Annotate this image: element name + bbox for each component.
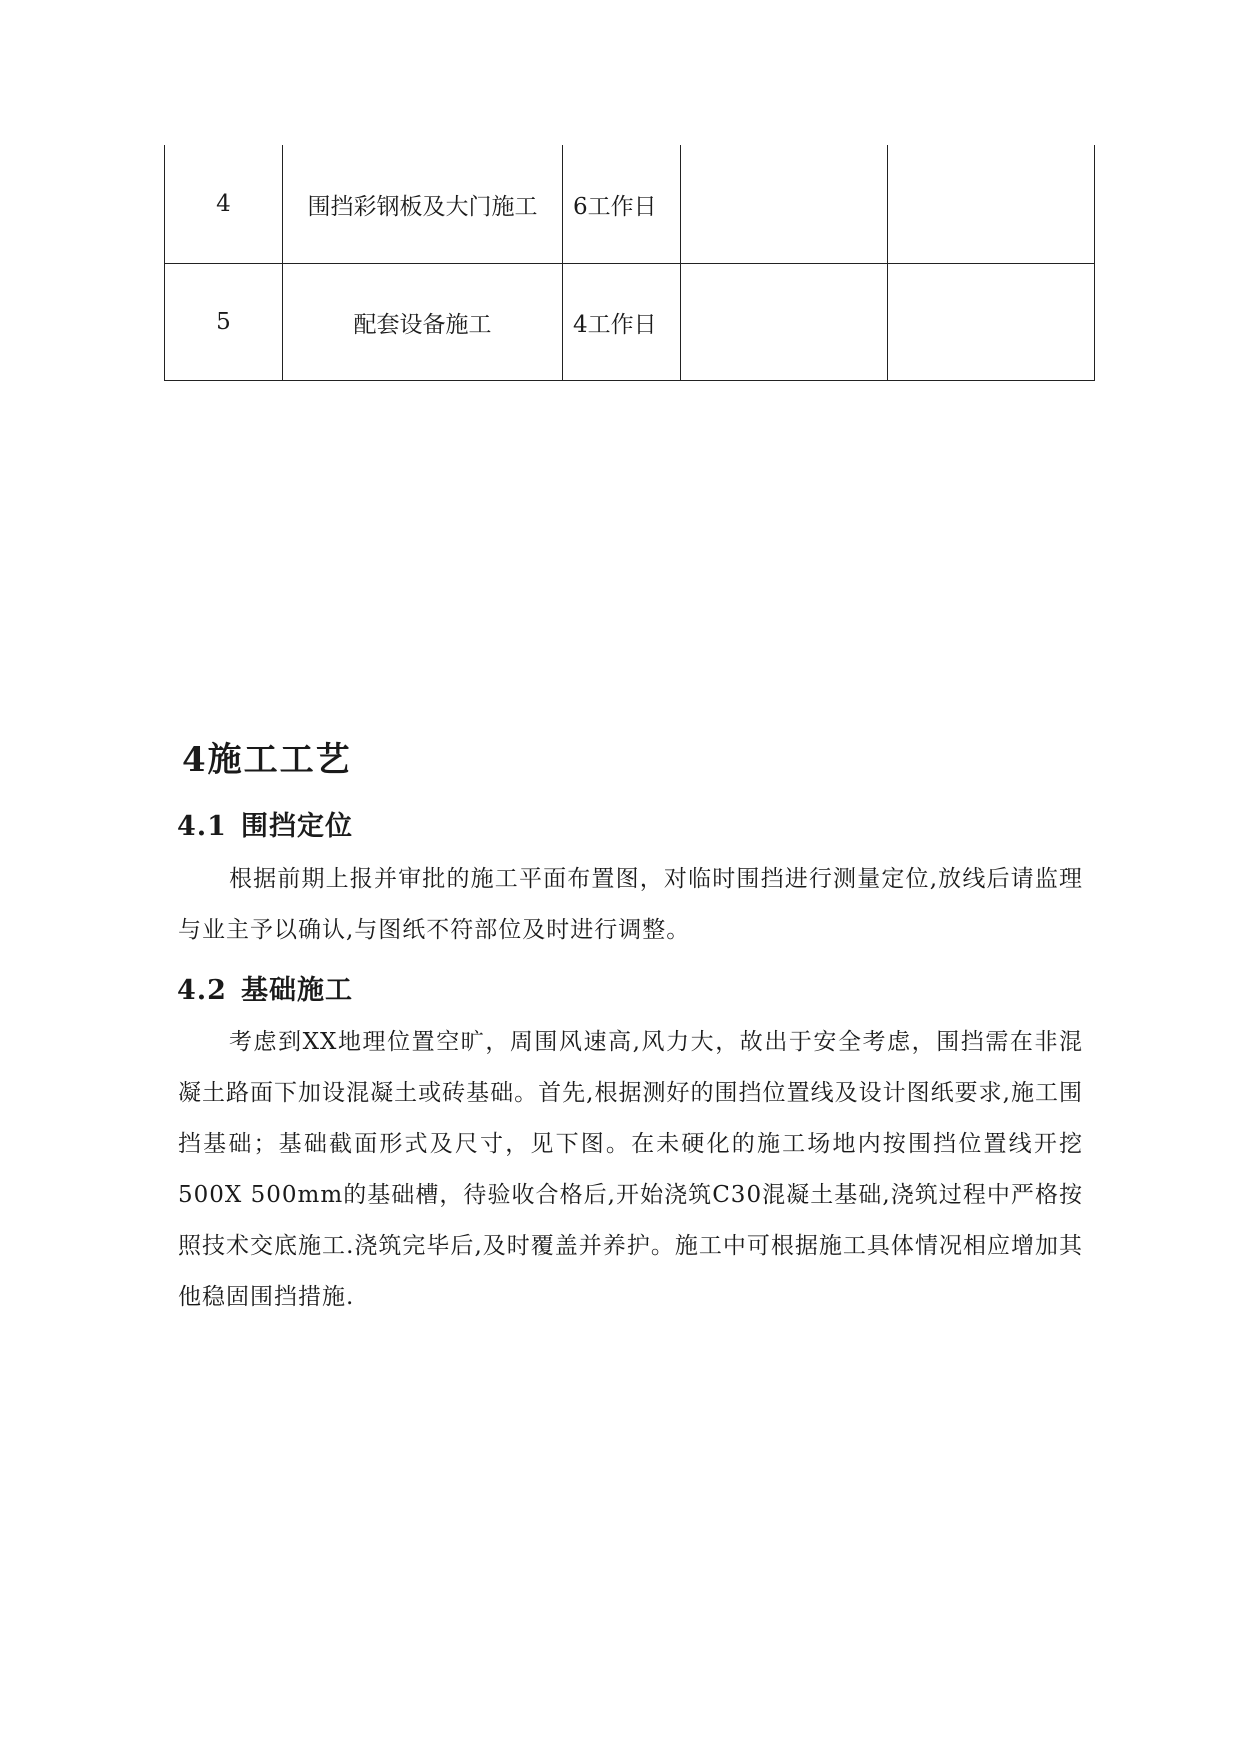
table-row (165, 264, 1095, 381)
row-item: 围挡彩钢板及大门施工 (283, 145, 563, 264)
table-row (165, 145, 1095, 264)
row-cell-empty (888, 264, 1095, 381)
row-duration: 6工作日 (563, 145, 681, 264)
subsection-number: 4.1 (177, 811, 227, 842)
row-item: 配套设备施工 (283, 264, 563, 381)
schedule-table (164, 145, 1095, 381)
subsection-heading-4-1 (177, 804, 353, 843)
subsection-heading-4-2 (177, 968, 353, 1007)
subsection-title: 围挡定位 (240, 811, 353, 842)
row-cell-empty (888, 145, 1095, 264)
row-number: 5 (165, 264, 283, 381)
paragraph-foundation: 考虑到XX地理位置空旷，周围风速高,风力大，故出于安全考虑，围挡需在非混凝土路面下加设混凝土或砖基础。首先,根据测好的围挡位置线及设计图纸要求,施工围挡基础；基础截面形式及尺寸，见下图。在未硬化的施工场地内按围挡位置线开挖500X 500mm的基础槽，待验收合格后,开始浇筑C30混凝土基础,浇筑过程中严格按照技术交底施工.浇筑完毕后,及时覆盖并养护。施工中可根据施工具体情况相应增加其他稳固围挡措施. (178, 1029, 1083, 1310)
row-duration: 4工作日 (563, 264, 681, 381)
subsection-number: 4.2 (177, 975, 227, 1006)
subsection-title: 基础施工 (240, 975, 353, 1006)
row-cell-empty (681, 145, 888, 264)
row-number: 4 (165, 145, 283, 264)
row-cell-empty (681, 264, 888, 381)
paragraph-positioning: 根据前期上报并审批的施工平面布置图，对临时围挡进行测量定位,放线后请监理与业主予以确认,与图纸不符部位及时进行调整。 (178, 866, 1083, 943)
section-title: 4施工工艺 (182, 740, 352, 780)
